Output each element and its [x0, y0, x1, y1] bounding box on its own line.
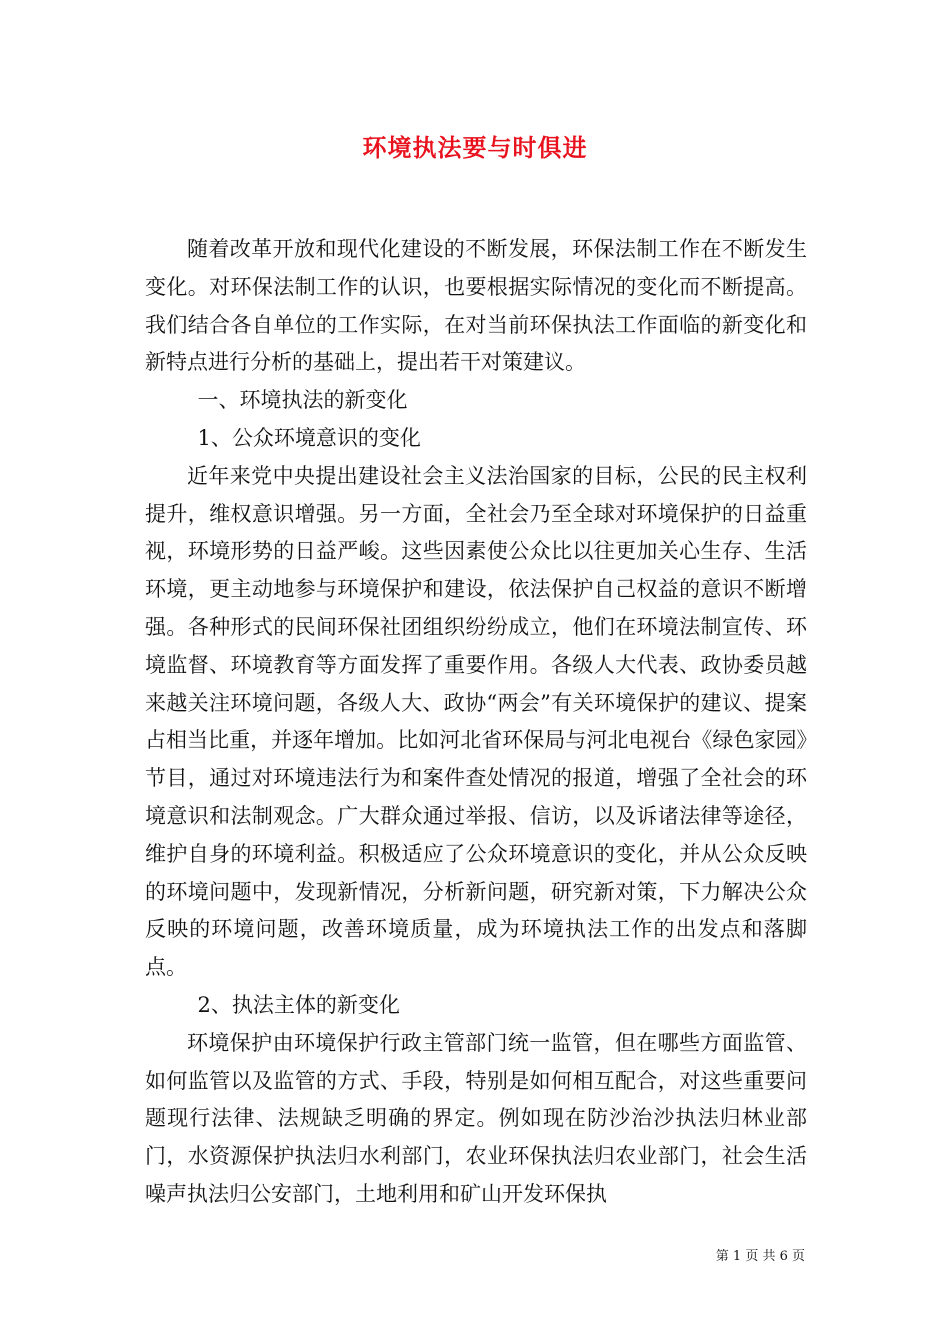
page-number: 第 1 页 共 6 页	[715, 1249, 805, 1264]
subsection-heading-1: 1、公众环境意识的变化	[197, 425, 421, 450]
document-body	[145, 231, 807, 1214]
body-paragraph-1: 近年来党中央提出建设社会主义法治国家的目标，公民的民主权利提升，维权意识增强。另一方面，全社会乃至全球对环境保护的日益重视，环境形势的日益严峻。这些因素使公众比以往更加关心生存、生活环境，更主动地参与环境保护和建设，依法保护自己权益的意识不断增强。各种形式的民间环保社团组织纷纷成立，他们在环境法制宣传、环境监督、环境教育等方面发挥了重要作用。各级人大代表、政协委员越来越关注环境问题，各级人大、政协“两会”有关环境保护的建议、提案占相当比重，并逐年增加。比如河北省环保局与河北电视台《绿色家园》节目，通过对环境违法行为和案件查处情况的报道，增强了全社会的环境意识和法制观念。广大群众通过举报、信访，以及诉诸法律等途径，维护自身的环境利益。积极适应了公众环境意识的变化，并从公众反映的环境问题中，发现新情况，分析新问题，研究新对策，下力解决公众反映的环境问题，改善环境质量，成为环境执法工作的出发点和落脚点。	[145, 463, 807, 980]
subsection-heading-2: 2、执法主体的新变化	[197, 992, 400, 1017]
body-paragraph-2: 环境保护由环境保护行政主管部门统一监管，但在哪些方面监管、如何监管以及监管的方式、手段，特别是如何相互配合，对这些重要问题现行法律、法规缺乏明确的界定。例如现在防沙治沙执法归林业部门，水资源保护执法归水利部门，农业环保执法归农业部门，社会生活噪声执法归公安部门，土地利用和矿山开发环保执	[145, 1030, 807, 1206]
intro-paragraph: 随着改革开放和现代化建设的不断发展，环保法制工作在不断发生变化。对环保法制工作的认识，也要根据实际情况的变化而不断提高。我们结合各自单位的工作实际，在对当前环保执法工作面临的新变化和新特点进行分析的基础上，提出若干对策建议。	[145, 237, 807, 375]
section-heading-1: 一、环境执法的新变化	[197, 388, 408, 413]
document-title: 环境执法要与时俱进	[362, 133, 588, 162]
